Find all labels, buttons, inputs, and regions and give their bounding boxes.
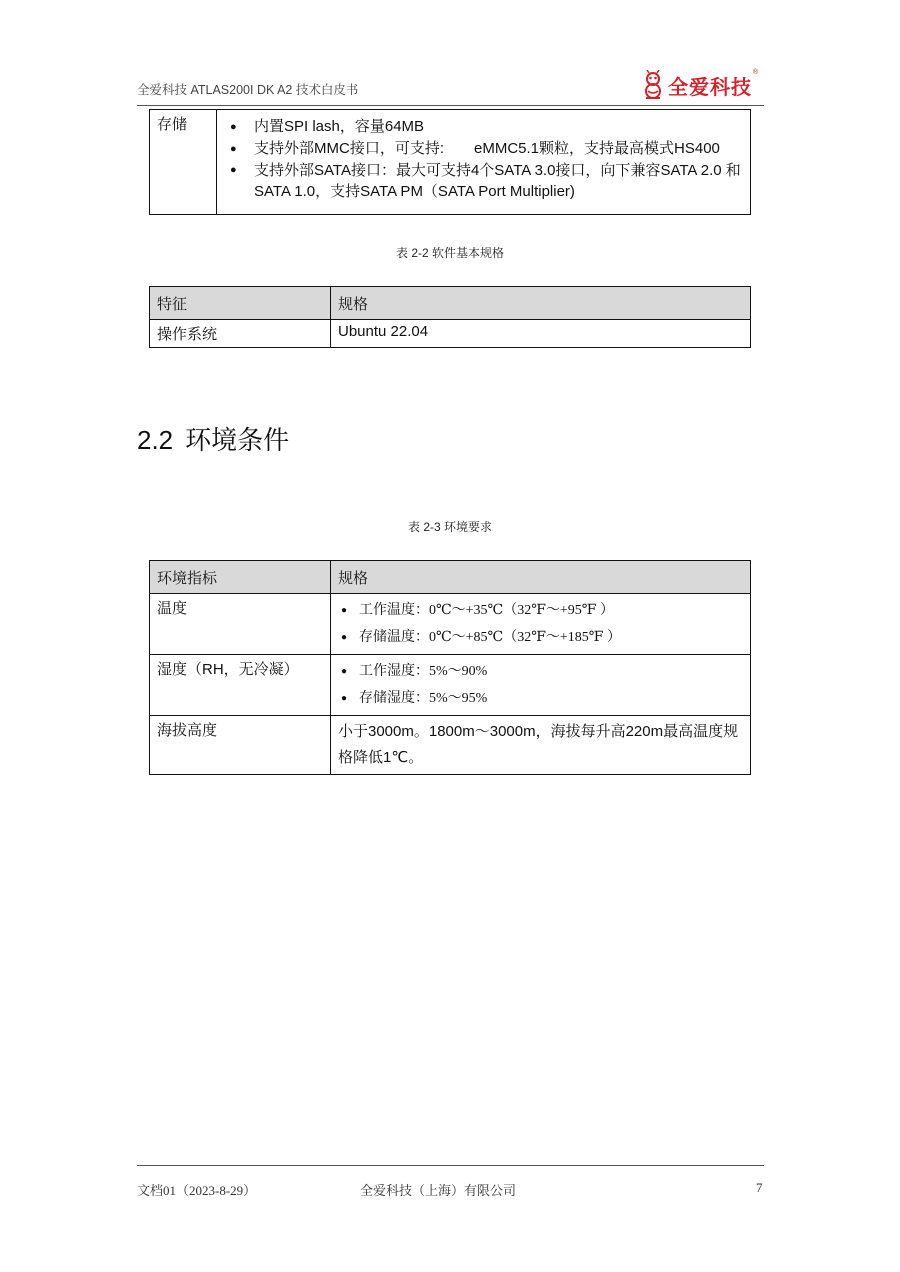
humidity-list	[341, 658, 743, 712]
storage-label: 存储	[150, 110, 217, 215]
section-title-text: 环境条件	[185, 425, 290, 455]
hardware-spec-table-continued	[149, 109, 751, 215]
table-header-row	[150, 287, 751, 320]
table-row	[150, 320, 751, 348]
footer-company: 全爱科技（上海）有限公司	[360, 1183, 517, 1198]
storage-spec	[217, 110, 751, 215]
column-header: 规格	[331, 561, 751, 594]
column-header: 规格	[331, 287, 751, 320]
header-rule	[137, 105, 764, 106]
company-logo	[642, 68, 758, 100]
table-cell: 操作系统	[150, 320, 331, 348]
storage-bullet-list	[224, 116, 743, 202]
table-cell	[331, 594, 751, 655]
table-row	[150, 110, 751, 215]
table-cell: 小于3000m。1800m～3000m，海拔每升高220m最高温度规格降低1℃。	[331, 716, 751, 775]
table-header-row	[150, 561, 751, 594]
list-item: ● 工作温度：0℃～+35℃（32℉～+95℉ ）	[341, 597, 743, 624]
list-item: ● 存储温度：0℃～+85℃（32℉～+185℉ ）	[341, 624, 743, 651]
section-heading	[137, 420, 289, 457]
logo-text: 全爱科技	[668, 74, 752, 99]
row-label-altitude: 海拔高度	[150, 716, 331, 775]
list-item: ● 工作湿度：5%～90%	[341, 658, 743, 685]
table-row	[150, 716, 751, 775]
list-item: ● 内置SPI lash，容量64MB	[224, 116, 743, 138]
footer-rule	[137, 1165, 764, 1166]
list-item: ● 存储湿度：5%～95%	[341, 685, 743, 712]
temperature-list	[341, 597, 743, 651]
page-number: 7	[756, 1180, 763, 1195]
environment-table	[149, 560, 751, 775]
section-number: 2.2	[137, 425, 174, 455]
table-row	[150, 655, 751, 716]
software-spec-table	[149, 286, 751, 348]
row-label-temperature: 温度	[150, 594, 331, 655]
table-2-2-caption: 表 2-2 软件基本规格	[395, 246, 504, 260]
column-header: 环境指标	[150, 561, 331, 594]
table-cell	[331, 655, 751, 716]
list-item: ● 支持外部MMC接口，可支持: eMMC5.1颗粒，支持最高模式HS400	[224, 138, 743, 160]
row-label-humidity: 湿度（RH，无冷凝）	[150, 655, 331, 716]
table-row	[150, 594, 751, 655]
registered-mark: ®	[752, 68, 758, 76]
list-item: ● 支持外部SATA接口：最大可支持4个SATA 3.0接口，向下兼容SATA 2.0 和SATA 1.0，支持SATA PM（SATA Port Multiplier)	[224, 160, 743, 202]
table-cell: Ubuntu 22.04	[331, 320, 751, 348]
mascot-icon	[642, 70, 664, 100]
footer-doc-version: 文档01（2023-8-29）	[137, 1183, 257, 1198]
header-doc-title: 全爱科技 ATLAS200I DK A2 技术白皮书	[137, 83, 359, 97]
table-2-3-caption: 表 2-3 环境要求	[407, 520, 492, 534]
column-header: 特征	[150, 287, 331, 320]
